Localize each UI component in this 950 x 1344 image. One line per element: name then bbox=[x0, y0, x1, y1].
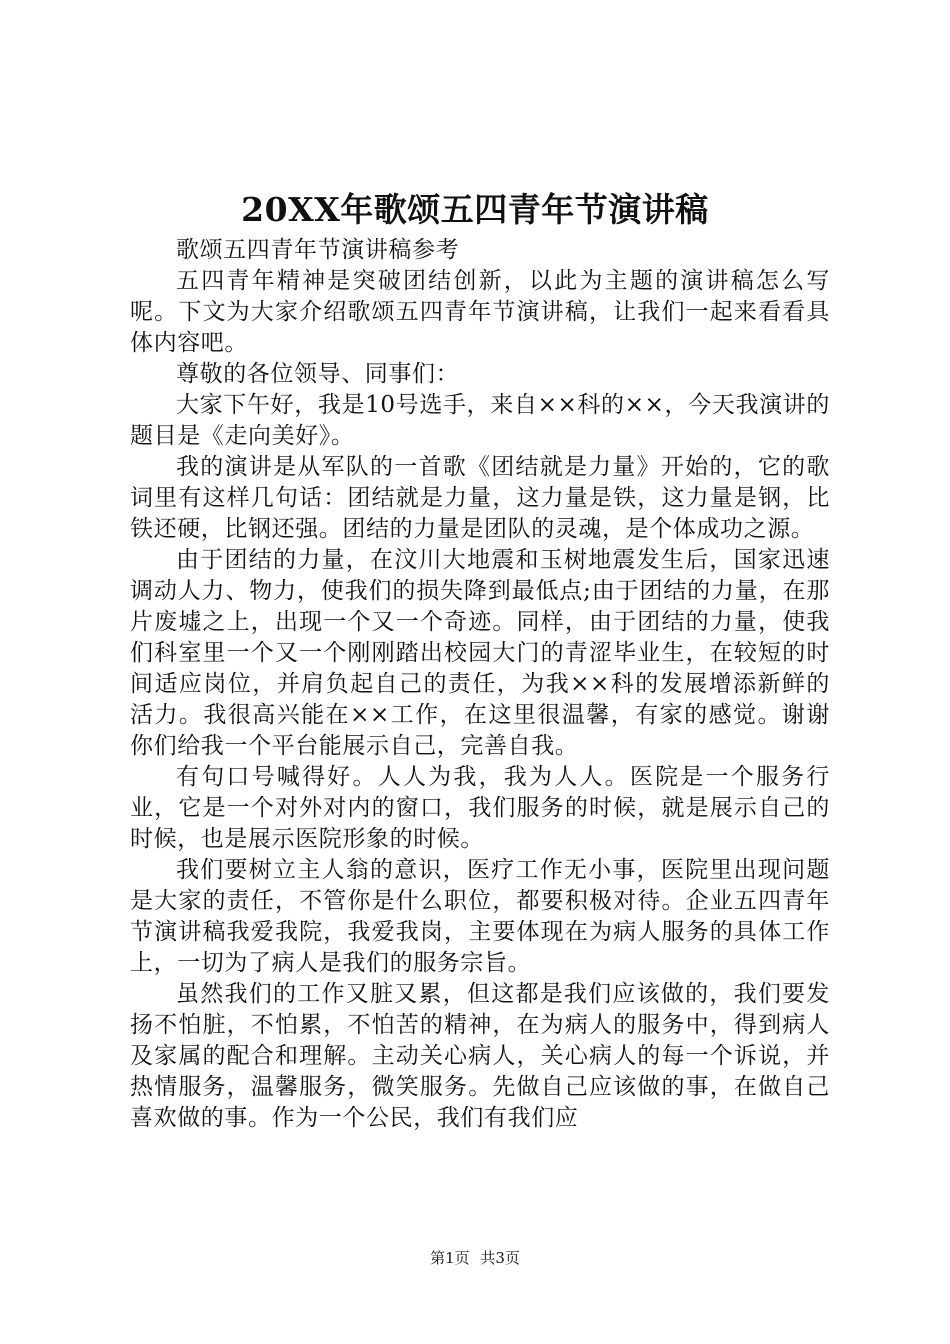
document-title: 20XX年歌颂五四青年节演讲稿 bbox=[241, 190, 709, 229]
paragraph: 大家下午好，我是10号选手，来自××科的××，今天我演讲的题目是《走向美好》。 bbox=[130, 392, 830, 449]
paragraph: 虽然我们的工作又脏又累，但这都是我们应该做的，我们要发扬不怕脏，不怕累，不怕苦的精神，在为病人的服务中，得到病人及家属的配合和理解。主动关心病人，关心病人的每一个诉说，并热情服务，温馨服务，微笑服务。先做自己应该做的事，在做自己喜欢做的事。作为一个公民，我们有我们应 bbox=[130, 981, 830, 1131]
document-body bbox=[130, 235, 830, 1134]
page-number-current: 第1页 bbox=[430, 1249, 470, 1267]
paragraph: 有句口号喊得好。人人为我，我为人人。医院是一个服务行业，它是一个对外对内的窗口，我们服务的时候，就是展示自己的时候，也是展示医院形象的时候。 bbox=[130, 764, 830, 852]
page-footer bbox=[0, 1248, 950, 1268]
paragraph: 我的演讲是从军队的一首歌《团结就是力量》开始的，它的歌词里有这样几句话：团结就是力量，这力量是铁，这力量是钢，比铁还硬，比钢还强。团结的力量是团队的灵魂，是个体成功之源。 bbox=[130, 454, 830, 542]
paragraph: 五四青年精神是突破团结创新，以此为主题的演讲稿怎么写呢。下文为大家介绍歌颂五四青年节演讲稿，让我们一起来看看具体内容吧。 bbox=[130, 268, 830, 356]
paragraph: 歌颂五四青年节演讲稿参考 bbox=[176, 237, 460, 263]
paragraph: 我们要树立主人翁的意识，医疗工作无小事，医院里出现问题是大家的责任，不管你是什么职位，都要积极对待。企业五四青年节演讲稿我爱我院，我爱我岗，主要体现在为病人服务的具体工作上，一切为了病人是我们的服务宗旨。 bbox=[130, 857, 830, 976]
paragraph: 尊敬的各位领导、同事们： bbox=[176, 361, 460, 387]
paragraph: 由于团结的力量，在汶川大地震和玉树地震发生后，国家迅速调动人力、物力，使我们的损失降到最低点;由于团结的力量，在那片废墟之上，出现一个又一个奇迹。同样，由于团结的力量，使我们科室里一个又一个刚刚踏出校园大门的青涩毕业生，在较短的时间适应岗位，并肩负起自己的责任，为我××科的发展增添新鲜的活力。我很高兴能在××工作，在这里很温馨，有家的感觉。谢谢你们给我一个平台能展示自己，完善自我。 bbox=[130, 547, 830, 759]
page-number-total: 共3页 bbox=[480, 1249, 520, 1267]
